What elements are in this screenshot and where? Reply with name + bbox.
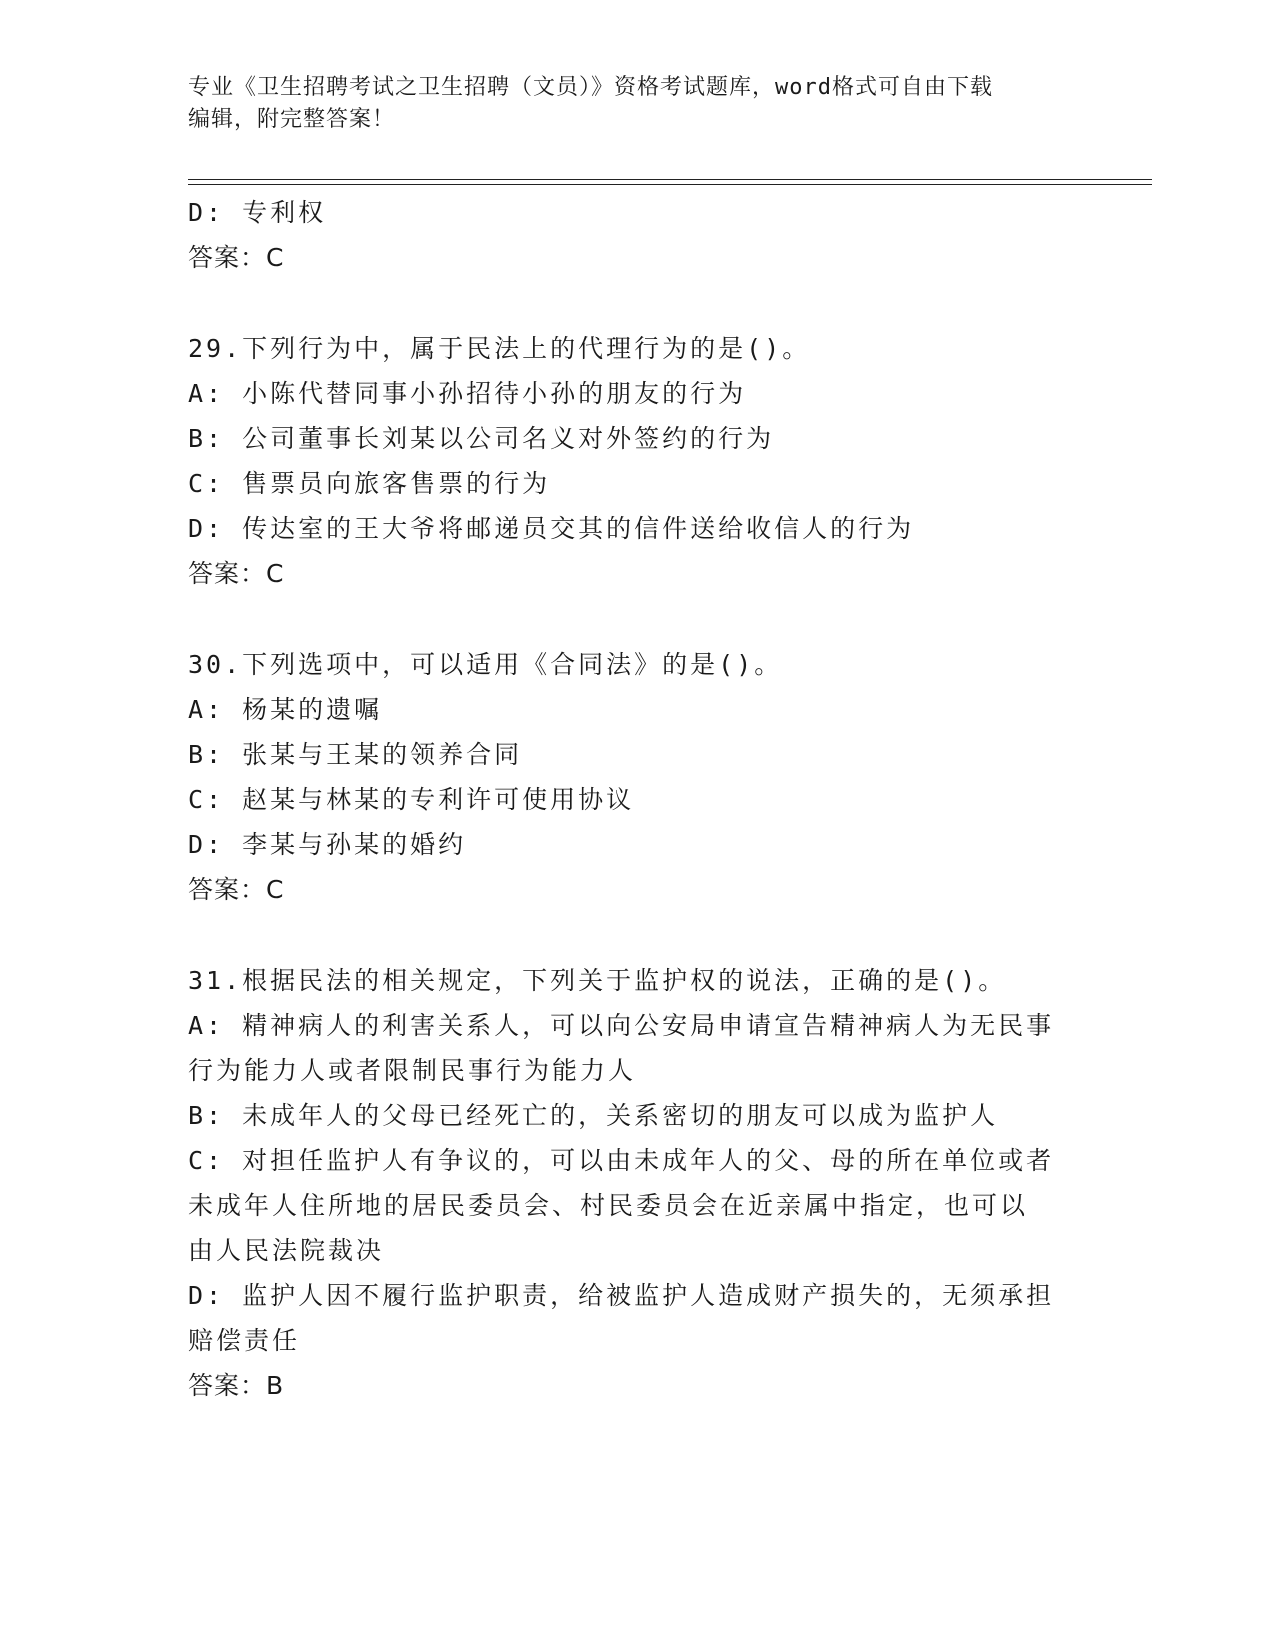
option-d: D: 传达室的王大爷将邮递员交其的信件送给收信人的行为: [188, 514, 915, 543]
option-a: A: 精神病人的利害关系人，可以向公安局申请宣告精神病人为无民事: [188, 1011, 1055, 1040]
option-b: B: 张某与王某的领养合同: [188, 740, 523, 769]
document-header: [188, 72, 1088, 136]
option-a-continued: 行为能力人或者限制民事行为能力人: [188, 1056, 637, 1085]
option-b: B: 未成年人的父母已经死亡的，关系密切的朋友可以成为监护人: [188, 1101, 999, 1130]
answer-line: 答案：C: [188, 559, 285, 588]
header-line-1: 专业《卫生招聘考试之卫生招聘（文员）》资格考试题库，word格式可自由下载: [188, 75, 993, 100]
option-d: D: 李某与孙某的婚约: [188, 830, 467, 859]
option-c-continued-2: 由人民法院裁决: [188, 1236, 385, 1265]
option-c: C: 售票员向旅客售票的行为: [188, 469, 551, 498]
option-d-continued: 赔偿责任: [188, 1326, 301, 1355]
question-stem: 30.下列选项中，可以适用《合同法》的是()。: [188, 650, 783, 679]
question-30: [188, 642, 1088, 912]
option-a: A: 小陈代替同事小孙招待小孙的朋友的行为: [188, 379, 747, 408]
option-b: B: 公司董事长刘某以公司名义对外签约的行为: [188, 424, 775, 453]
option-d: D: 监护人因不履行监护职责，给被监护人造成财产损失的，无须承担: [188, 1281, 1055, 1310]
option-c-continued: 未成年人住所地的居民委员会、村民委员会在近亲属中指定，也可以: [188, 1191, 1029, 1220]
previous-question-tail: [188, 190, 1088, 280]
option-a: A: 杨某的遗嘱: [188, 695, 383, 724]
header-rule-bottom: [188, 184, 1152, 185]
option-d: D: 专利权: [188, 198, 327, 227]
header-line-2: 编辑，附完整答案！: [188, 107, 396, 132]
header-rule-top: [188, 179, 1152, 180]
answer-line: 答案：C: [188, 243, 285, 272]
question-content: [188, 190, 1088, 1408]
question-29: [188, 326, 1088, 596]
answer-line: 答案：B: [188, 1371, 285, 1400]
question-stem: 31.根据民法的相关规定，下列关于监护权的说法，正确的是()。: [188, 966, 1007, 995]
question-stem: 29.下列行为中，属于民法上的代理行为的是()。: [188, 334, 811, 363]
option-c: C: 赵某与林某的专利许可使用协议: [188, 785, 635, 814]
question-31: [188, 958, 1088, 1408]
option-c: C: 对担任监护人有争议的，可以由未成年人的父、母的所在单位或者: [188, 1146, 1055, 1175]
answer-line: 答案：C: [188, 875, 285, 904]
